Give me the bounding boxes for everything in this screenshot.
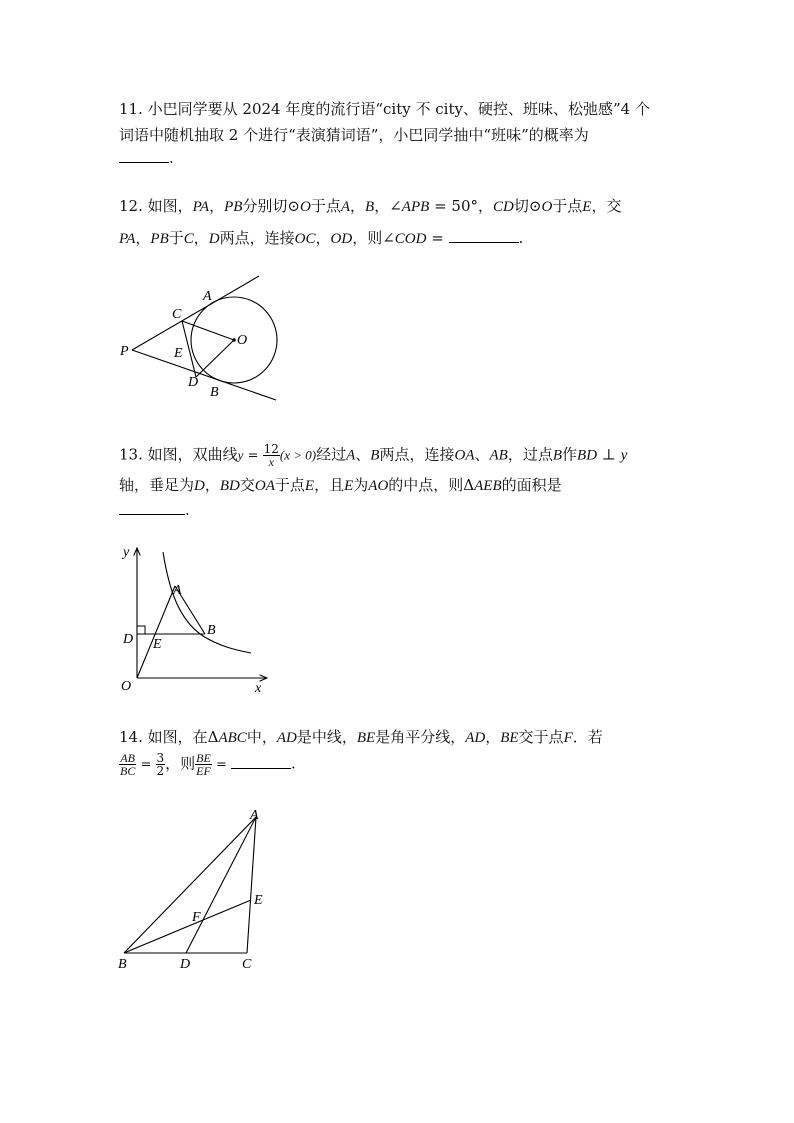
label-a: A	[173, 583, 182, 598]
label-d: D	[123, 632, 134, 647]
label-e: E	[254, 893, 263, 908]
label-x-axis: x	[255, 681, 262, 696]
q13-line2: 轴，垂足为D，BD交OA于点E，且E为AO的中点，则ΔAEB的面积是	[119, 476, 562, 494]
q14-line1: 14. 如图，在ΔABC中，AD是中线，BE是角平分线，AD，BE交于点F．若	[119, 728, 603, 746]
label-origin: O	[121, 679, 132, 694]
q14-line2: $\frac{AB}{BC}$ = $\frac{3}{2}$ ，则 $\frac{BE}{EF}$ = .	[120, 751, 296, 778]
q14-answer-blank[interactable]	[231, 754, 291, 769]
figure-14-triangle	[110, 805, 280, 975]
label-e: E	[174, 346, 183, 361]
circle-symbol: ⊙	[528, 197, 542, 215]
label-y-axis: y	[123, 545, 130, 560]
circle-symbol: ⊙	[287, 197, 300, 215]
label-p: P	[120, 344, 129, 359]
label-b: B	[118, 957, 127, 972]
label-d: D	[180, 957, 191, 972]
label-b: B	[207, 623, 216, 638]
figure-13-hyperbola	[115, 540, 275, 700]
q11-line2: 词语中随机抽取 2 个进行“表演猜词语”，小巴同学抽中“班味”的概率为	[119, 126, 589, 144]
q12-line2: PA，PB于C，D两点，连接OC，OD，则∠COD = .	[119, 229, 524, 247]
q12-line1: 12. 如图，PA，PB分别切⊙O于点A，B，∠APB = 50°，CD切⊙O于点E，交	[119, 197, 622, 215]
q12-answer-blank[interactable]	[449, 228, 519, 243]
figure-12-tangent-circle	[110, 268, 290, 403]
label-d: D	[188, 375, 199, 390]
label-b: B	[210, 385, 219, 400]
label-o: O	[237, 333, 248, 348]
q11-line1: 11. 小巴同学要从 2024 年度的流行语“city 不 city、硬控、班味、松弛感”4 个	[119, 100, 650, 118]
q13-line1: 13. 如图，双曲线y = $\frac{12}{x}$ (x > 0)经过A、B两点，连接OA、AB，过点B作BD ⊥ y	[119, 442, 628, 469]
q13-answer-blank[interactable]: .	[119, 500, 190, 519]
label-c: C	[242, 957, 252, 972]
label-e: E	[153, 637, 162, 652]
label-f: F	[192, 910, 201, 925]
label-c: C	[172, 307, 182, 322]
q11-answer-blank[interactable]: .	[119, 148, 174, 167]
label-a: A	[250, 808, 259, 823]
label-a: A	[203, 289, 212, 304]
